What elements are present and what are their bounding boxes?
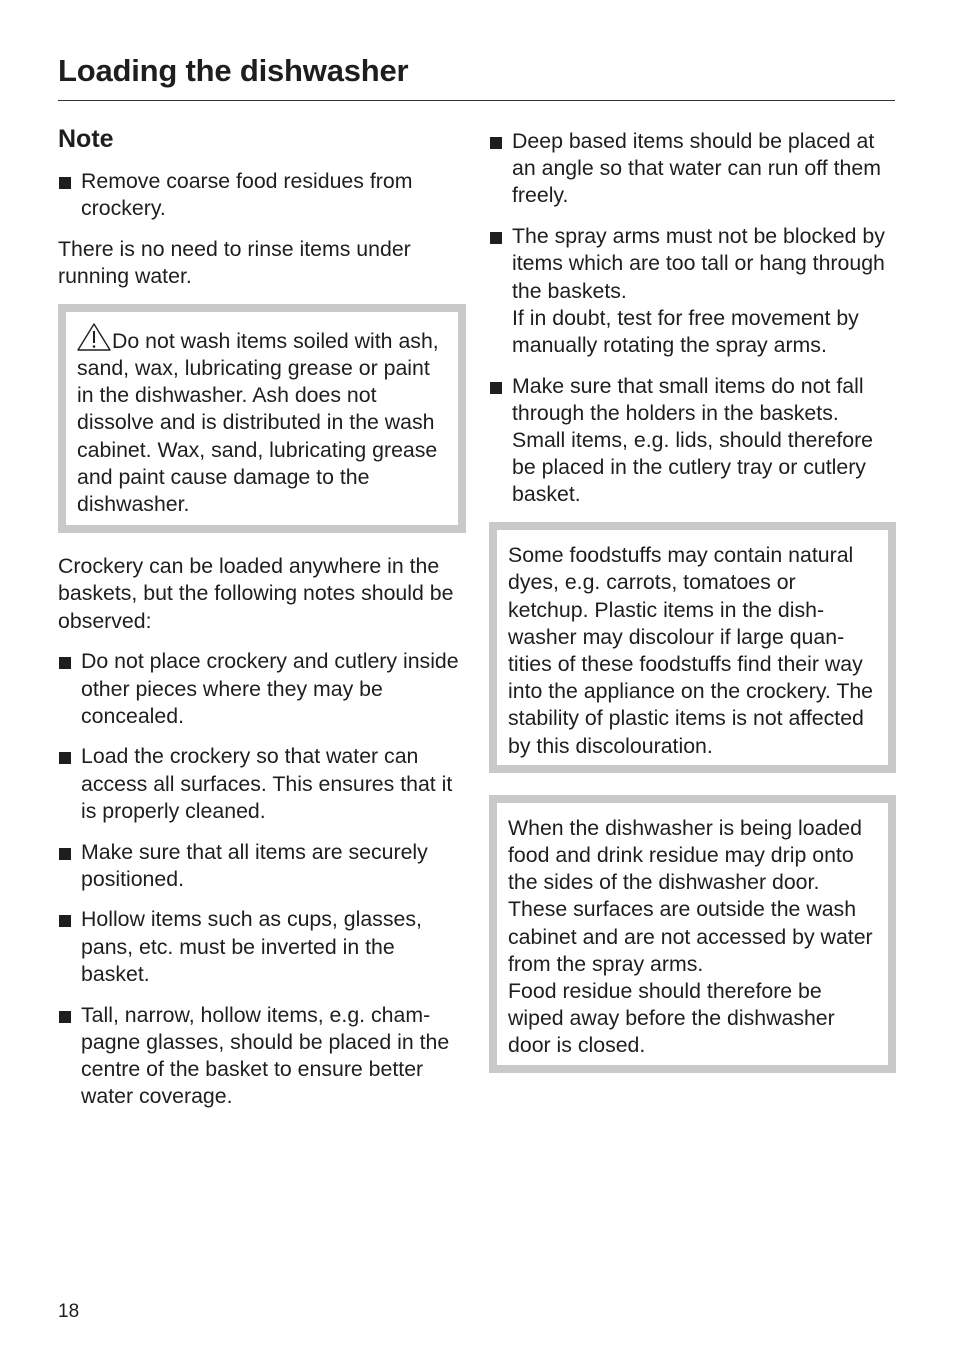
note-heading: Note bbox=[58, 125, 114, 153]
list-item: Load the crockery so that water can access all surfaces. This ensures that it is properly cleaned. bbox=[58, 743, 466, 825]
bullet-square-icon bbox=[59, 752, 71, 764]
list-item: Make sure that all items are securely positioned. bbox=[58, 839, 466, 893]
top-bullet-list bbox=[58, 168, 466, 222]
warning-text: Do not wash items soiled with ash, sand, wax, lubricating grease or paint in the dishwasher. Ash does not dissolve and is distributed in the wash cabinet. Wax, sand, lubricating grease and paint cause damage to the dishwasher. bbox=[77, 328, 439, 517]
door-residue-info-box bbox=[489, 795, 896, 1073]
rinse-paragraph: There is no need to rinse items under running water. bbox=[58, 236, 411, 289]
warning-triangle-icon bbox=[77, 323, 111, 351]
list-item: Tall, narrow, hollow items, e.g. champagne glasses, should be placed in the centre of the basket to ensure better water coverage. bbox=[58, 1002, 466, 1111]
title-divider bbox=[58, 100, 895, 101]
bullet-square-icon bbox=[59, 657, 71, 669]
loading-bullet-list bbox=[58, 648, 466, 1110]
page-title: Loading the dishwasher bbox=[58, 53, 409, 88]
list-item: Remove coarse food residues from crockery. bbox=[58, 168, 466, 222]
list-item: Hollow items such as cups, glasses, pans, etc. must be inverted in the basket. bbox=[58, 906, 466, 988]
bullet-square-icon bbox=[59, 177, 71, 189]
list-item: Deep based items should be placed at an angle so that water can run off them freely. bbox=[489, 128, 896, 210]
discolouration-info-box bbox=[489, 522, 896, 773]
list-item: The spray arms must not be blocked by items which are too tall or hang through the baskets. If in doubt, test for free movement by manually rotating the spray arms. bbox=[489, 223, 896, 359]
bullet-square-icon bbox=[490, 137, 502, 149]
discolouration-text: Some foodstuffs may contain natural dyes, e.g. carrots, tomatoes or ketchup. Plastic items in the dishwasher may discolour if large quantities of these foodstuffs find their way into the appliance on the crockery. The stability of plastic items is not affected by this discolouration. bbox=[508, 543, 874, 758]
warning-box bbox=[58, 304, 466, 533]
left-column bbox=[58, 124, 466, 1124]
page-number: 18 bbox=[58, 1301, 80, 1322]
right-bullet-list bbox=[489, 128, 896, 509]
bullet-square-icon bbox=[490, 232, 502, 244]
door-residue-text: When the dishwasher is being loaded food and drink residue may drip onto the sides of the dishwasher door. These surfaces are outside the wash cabinet and are not accessed by water from the spray arms. Food residue should therefore be wiped away before the dishwasher door is closed. bbox=[508, 815, 873, 1058]
list-item: Make sure that small items do not fall through the holders in the baskets. Small items, e.g. lids, should therefore be placed in the cutlery tray or cutlery basket. bbox=[489, 373, 896, 509]
right-column bbox=[489, 128, 896, 1095]
bullet-square-icon bbox=[59, 848, 71, 860]
list-item: Do not place crockery and cutlery inside other pieces where they may be concealed. bbox=[58, 648, 466, 730]
bullet-square-icon bbox=[490, 382, 502, 394]
bullet-square-icon bbox=[59, 1011, 71, 1023]
crockery-paragraph: Crockery can be loaded anywhere in the baskets, but the following notes should be observed: bbox=[58, 554, 454, 633]
bullet-square-icon bbox=[59, 915, 71, 927]
